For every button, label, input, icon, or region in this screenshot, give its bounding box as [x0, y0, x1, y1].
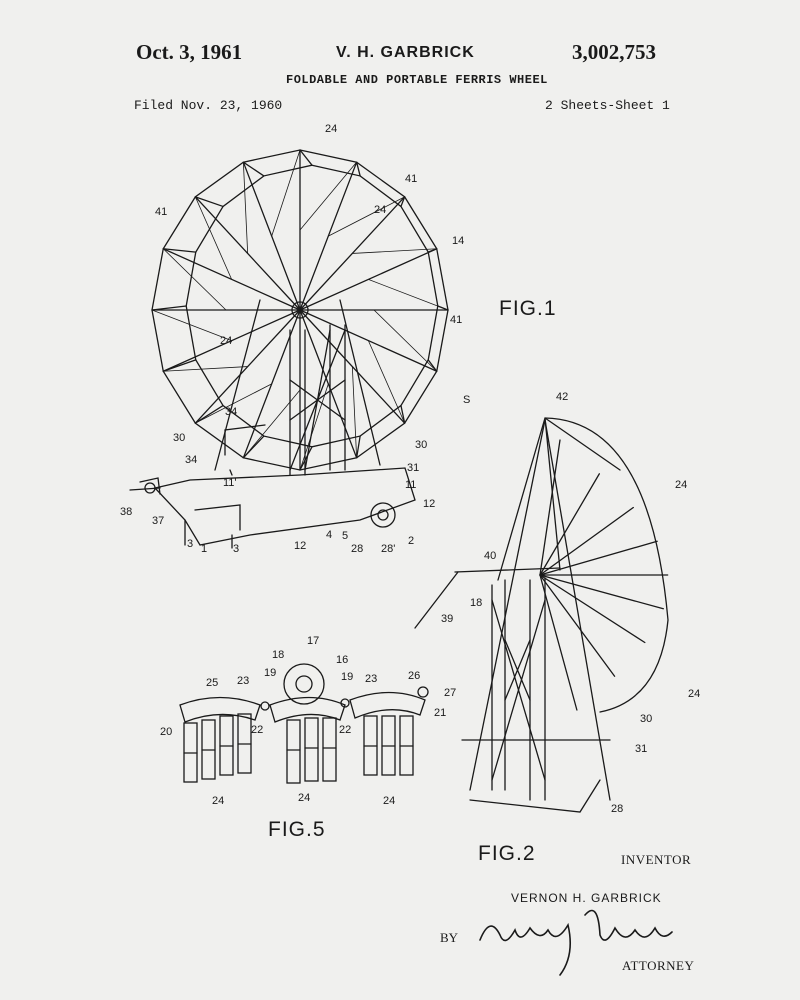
- reference-numeral: 4: [326, 529, 333, 541]
- fig5-label: FIG.5: [268, 818, 326, 841]
- reference-numeral: 39: [441, 613, 454, 625]
- fig2-label: FIG.2: [478, 842, 536, 865]
- reference-numeral: 3: [187, 538, 194, 550]
- reference-numeral: 24: [212, 795, 225, 807]
- reference-numeral: 22: [339, 724, 352, 736]
- attorney-label: ATTORNEY: [622, 958, 695, 973]
- reference-numeral: 21: [434, 707, 447, 719]
- patent-date: Oct. 3, 1961: [136, 40, 243, 64]
- fig1-label: FIG.1: [499, 297, 557, 320]
- reference-numeral: 24: [688, 688, 701, 700]
- reference-numeral: 24: [383, 795, 396, 807]
- reference-numeral: 34: [185, 454, 198, 466]
- reference-numeral: 22: [251, 724, 264, 736]
- reference-numeral: 28: [611, 803, 624, 815]
- reference-numeral: 41: [450, 314, 463, 326]
- reference-numeral: 41: [155, 206, 168, 218]
- fig1-trailer: [130, 300, 415, 548]
- reference-numeral: 31: [635, 743, 648, 755]
- reference-numeral: 16: [336, 654, 349, 666]
- reference-numeral: 2: [408, 535, 415, 547]
- reference-numeral: 12: [423, 498, 436, 510]
- reference-numeral: 25: [206, 677, 219, 689]
- reference-numeral: 5: [342, 530, 349, 542]
- reference-numeral: 38: [120, 506, 133, 518]
- patent-title: FOLDABLE AND PORTABLE FERRIS WHEEL: [286, 73, 548, 87]
- sheet-count: 2 Sheets-Sheet 1: [545, 98, 670, 113]
- reference-numeral: 23: [365, 673, 378, 685]
- reference-numeral: 24: [675, 479, 688, 491]
- reference-numeral: 19: [341, 671, 354, 683]
- reference-numeral: 40: [484, 550, 497, 562]
- reference-numeral: 31: [407, 462, 420, 474]
- reference-numeral: 23: [237, 675, 250, 687]
- filed-date: Filed Nov. 23, 1960: [134, 98, 283, 113]
- reference-numeral: 19: [264, 667, 277, 679]
- reference-numeral: 24: [325, 123, 338, 135]
- reference-numeral: 11': [223, 477, 237, 489]
- reference-numeral: 1: [201, 543, 208, 555]
- reference-numeral: 30: [173, 432, 186, 444]
- reference-numeral: 12: [294, 540, 307, 552]
- reference-numeral: 26: [408, 670, 421, 682]
- reference-numeral: 11: [405, 479, 417, 491]
- reference-numeral: S: [463, 394, 471, 406]
- reference-numeral: 24: [298, 792, 311, 804]
- reference-numeral: 24: [220, 335, 233, 347]
- reference-numeral: 14: [452, 235, 465, 247]
- reference-numeral: 28': [381, 543, 396, 555]
- inventor-label: INVENTOR: [621, 852, 692, 867]
- reference-numeral: 20: [160, 726, 173, 738]
- reference-numeral: 30: [415, 439, 428, 451]
- patent-number: 3,002,753: [572, 40, 656, 64]
- by-label: BY: [440, 930, 459, 945]
- attorney-signature: [480, 911, 672, 976]
- inventor-header: V. H. GARBRICK: [336, 44, 475, 61]
- reference-numeral: 3: [233, 543, 240, 555]
- reference-numeral: 24: [374, 204, 387, 216]
- reference-numeral: 28: [351, 543, 364, 555]
- reference-numeral: 18: [272, 649, 285, 661]
- reference-numeral: 30: [640, 713, 653, 725]
- reference-numeral: 41: [405, 173, 418, 185]
- reference-numeral: 17: [307, 635, 320, 647]
- reference-numeral: 42: [556, 391, 569, 403]
- reference-numeral: 37: [152, 515, 165, 527]
- reference-numeral: 18: [470, 597, 483, 609]
- reference-numeral: 34: [225, 406, 238, 418]
- inventor-name: VERNON H. GARBRICK: [511, 891, 662, 905]
- reference-numeral: 27: [444, 687, 457, 699]
- fig1-ferris-wheel: [152, 150, 448, 470]
